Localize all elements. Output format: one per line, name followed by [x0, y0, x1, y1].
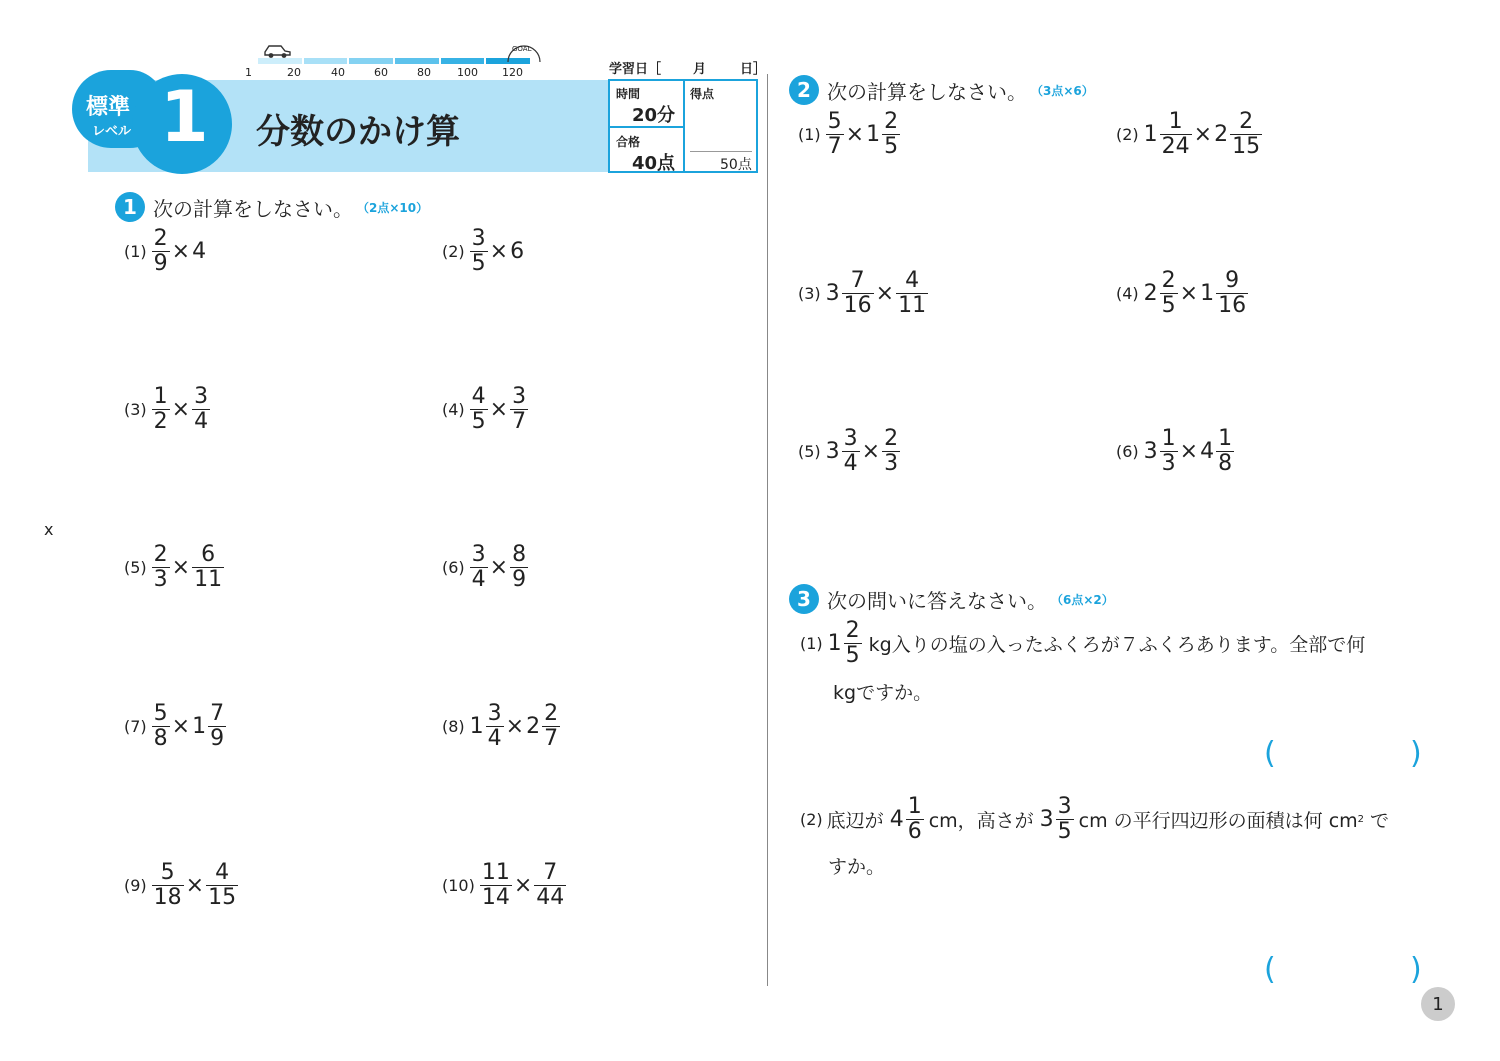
operand-fraction	[896, 270, 928, 317]
q2-text2: すか。	[828, 856, 886, 878]
numerator: 4	[905, 268, 920, 293]
study-day-label: 日］	[740, 62, 767, 77]
denominator: 5	[471, 251, 486, 276]
denominator: 3	[884, 451, 899, 476]
denominator: 4	[471, 567, 486, 592]
denominator: 7	[544, 726, 559, 751]
numerator: 2	[544, 701, 559, 726]
answer1-field[interactable]	[1282, 740, 1408, 776]
tick-label: 1	[245, 66, 252, 79]
section2-heading	[789, 75, 1094, 105]
operand-fraction	[510, 386, 528, 433]
problem-item	[442, 703, 561, 750]
page-number: 1	[1432, 993, 1444, 1015]
answer1-paren-close: )	[1410, 736, 1422, 771]
numerator: 7	[543, 860, 558, 885]
operand-fraction	[1216, 428, 1234, 475]
operand-fraction	[1160, 270, 1178, 317]
operand-fraction	[1216, 270, 1248, 317]
operand-fraction	[152, 544, 170, 591]
operand-whole: 4	[1200, 439, 1215, 464]
time-value: 20分	[632, 105, 676, 126]
operand-fraction	[882, 428, 900, 475]
q2-end: で	[1370, 810, 1390, 832]
problem-label: (8)	[442, 717, 465, 736]
numerator: 1	[1161, 426, 1176, 451]
denominator: 5	[884, 134, 899, 159]
numerator: 5	[153, 701, 168, 726]
q2-n1: 1	[907, 794, 922, 819]
times-sign: ×	[1193, 122, 1213, 147]
level-bottom: レベル	[92, 124, 132, 139]
operand-fraction	[542, 703, 560, 750]
denominator: 4	[843, 451, 858, 476]
operand-fraction	[826, 111, 844, 158]
operand-fraction	[192, 386, 210, 433]
times-sign: ×	[1179, 281, 1199, 306]
problem-label: (5)	[798, 442, 821, 461]
denominator: 9	[512, 567, 527, 592]
q2-n2: 3	[1057, 794, 1072, 819]
times-sign: ×	[185, 873, 205, 898]
times-sign: ×	[513, 873, 533, 898]
operand-fraction	[1230, 111, 1262, 158]
operand-whole: 3	[825, 281, 840, 306]
pass-label: 合格	[616, 135, 641, 149]
operand-whole: 4	[192, 239, 207, 264]
problem-label: (3)	[124, 400, 147, 419]
numerator: 5	[827, 109, 842, 134]
tick-label: 120	[502, 66, 523, 79]
problem-label: (4)	[1116, 284, 1139, 303]
numerator: 3	[471, 226, 486, 251]
times-sign: ×	[171, 397, 191, 422]
operand-whole: 2	[1214, 122, 1229, 147]
problem-item	[442, 386, 529, 433]
section1-number: 1	[115, 192, 145, 222]
denominator: 16	[843, 293, 872, 318]
numerator: 3	[471, 542, 486, 567]
numerator: 4	[471, 384, 486, 409]
question3-1	[800, 620, 1365, 667]
operand-whole: 2	[1143, 281, 1158, 306]
operand-fraction	[480, 862, 512, 909]
problem-item	[1116, 270, 1249, 317]
numerator: 9	[1225, 268, 1240, 293]
operand-whole: 1	[866, 122, 881, 147]
problem-item	[798, 428, 901, 475]
numerator: 2	[884, 109, 899, 134]
problem-label: (2)	[442, 242, 465, 261]
problem-label: (1)	[124, 242, 147, 261]
q1-numerator: 2	[845, 618, 860, 643]
section2-instruction: 次の計算をしなさい。	[827, 79, 1027, 104]
times-sign: ×	[171, 239, 191, 264]
times-sign: ×	[505, 714, 525, 739]
numerator: 7	[850, 268, 865, 293]
times-sign: ×	[861, 439, 881, 464]
question3-1-line2	[833, 678, 932, 705]
operand-fraction	[842, 428, 860, 475]
problem-item	[124, 228, 207, 275]
tick-label: 60	[374, 66, 388, 79]
section1-heading	[115, 192, 428, 222]
numerator: 2	[1161, 268, 1176, 293]
operand-fraction	[152, 862, 184, 909]
numerator: 1	[153, 384, 168, 409]
answer1-paren-open: (	[1264, 736, 1276, 771]
numerator: 2	[1239, 109, 1254, 134]
operand-whole: 1	[1200, 281, 1215, 306]
operand-whole: 1	[192, 714, 207, 739]
level-top: 標準	[86, 95, 131, 120]
operand-fraction	[534, 862, 566, 909]
operand-fraction	[152, 703, 170, 750]
problem-item	[124, 703, 227, 750]
operand-whole: 6	[510, 239, 525, 264]
operand-whole: 3	[1143, 439, 1158, 464]
study-date-label: 学習日［	[609, 62, 662, 77]
numerator: 11	[481, 860, 510, 885]
problem-label: (5)	[124, 558, 147, 577]
problem-item	[124, 862, 239, 909]
q2-mid: cm，高さが	[928, 810, 1034, 832]
denominator: 24	[1161, 134, 1190, 159]
section3-heading	[789, 584, 1114, 614]
times-sign: ×	[171, 714, 191, 739]
question3-2-line2	[828, 852, 885, 879]
problem-item	[798, 111, 901, 158]
operand-fraction	[1160, 111, 1192, 158]
q1-whole: 1	[827, 631, 842, 656]
section3-number: 3	[789, 584, 819, 614]
problem-label: (6)	[1116, 442, 1139, 461]
q2-d1: 6	[907, 819, 922, 844]
operand-fraction	[152, 386, 170, 433]
denominator: 14	[481, 885, 510, 910]
times-sign: ×	[171, 555, 191, 580]
unit-number: 1	[160, 76, 209, 158]
section2-points: （3点×6）	[1031, 83, 1094, 98]
operand-fraction	[152, 228, 170, 275]
operand-fraction	[192, 544, 224, 591]
times-sign: ×	[1179, 439, 1199, 464]
numerator: 3	[843, 426, 858, 451]
answer2-paren-open: (	[1264, 952, 1276, 987]
q2-d2: 5	[1057, 819, 1072, 844]
q1-text2: kgですか。	[833, 682, 933, 704]
question3-2	[800, 796, 1389, 843]
operand-fraction	[486, 703, 504, 750]
times-sign: ×	[875, 281, 895, 306]
denominator: 15	[1232, 134, 1261, 159]
score-box	[608, 79, 758, 173]
denominator: 4	[487, 726, 502, 751]
numerator: 3	[194, 384, 209, 409]
pass-value: 40点	[632, 153, 676, 174]
problem-item	[442, 228, 525, 275]
numerator: 3	[512, 384, 527, 409]
q2-w1: 4	[889, 807, 904, 832]
section3-instruction: 次の問いに答えなさい。	[827, 588, 1047, 613]
section2-number: 2	[789, 75, 819, 105]
problem-label: (10)	[442, 876, 475, 895]
goal-flag	[504, 40, 544, 68]
problem-item	[442, 544, 529, 591]
numerator: 8	[512, 542, 527, 567]
section1-points: （2点×10）	[357, 200, 429, 215]
q2-w2: 3	[1039, 807, 1054, 832]
question3-2-label: (2)	[800, 810, 823, 829]
problem-item	[1116, 428, 1235, 475]
operand-fraction	[208, 703, 226, 750]
problem-label: (1)	[798, 125, 821, 144]
denominator: 3	[1161, 451, 1176, 476]
problem-item	[124, 544, 225, 591]
denominator: 2	[153, 409, 168, 434]
page-number-badge	[1421, 987, 1455, 1021]
denominator: 11	[898, 293, 927, 318]
tick-label: 20	[287, 66, 301, 79]
problem-item	[124, 386, 211, 433]
q1-text: kg入りの塩の入ったふくろが７ふくろあります。全部で何	[868, 634, 1366, 656]
times-sign: ×	[489, 239, 509, 264]
problem-label: (3)	[798, 284, 821, 303]
answer2-paren-close: )	[1410, 952, 1422, 987]
progress-track	[258, 58, 530, 64]
operand-fraction	[470, 386, 488, 433]
numerator: 2	[153, 542, 168, 567]
denominator: 5	[1161, 293, 1176, 318]
denominator: 8	[153, 726, 168, 751]
operand-whole: 1	[469, 714, 484, 739]
score-label: 得点	[690, 87, 715, 101]
denominator: 15	[208, 885, 237, 910]
numerator: 2	[884, 426, 899, 451]
section3-points: （6点×2）	[1051, 592, 1114, 607]
answer2-field[interactable]	[1282, 956, 1408, 992]
margin-mark: x	[44, 520, 54, 539]
operand-fraction	[882, 111, 900, 158]
operand-fraction	[470, 544, 488, 591]
times-sign: ×	[845, 122, 865, 147]
score-input[interactable]	[688, 103, 752, 149]
operand-fraction	[842, 270, 874, 317]
times-sign: ×	[489, 555, 509, 580]
car-icon	[262, 42, 292, 62]
numerator: 7	[210, 701, 225, 726]
numerator: 5	[160, 860, 175, 885]
denominator: 7	[512, 409, 527, 434]
denominator: 9	[210, 726, 225, 751]
section1-instruction: 次の計算をしなさい。	[153, 196, 353, 221]
denominator: 11	[194, 567, 223, 592]
numerator: 3	[487, 701, 502, 726]
operand-whole: 2	[526, 714, 541, 739]
operand-whole: 3	[825, 439, 840, 464]
denominator: 16	[1218, 293, 1247, 318]
operand-fraction	[1160, 428, 1178, 475]
tick-label: 100	[457, 66, 478, 79]
page-title: 分数のかけ算	[256, 112, 460, 152]
operand-fraction	[206, 862, 238, 909]
q1-denominator: 5	[845, 643, 860, 668]
problem-label: (7)	[124, 717, 147, 736]
operand-fraction	[510, 544, 528, 591]
denominator: 18	[153, 885, 182, 910]
denominator: 44	[536, 885, 565, 910]
denominator: 9	[153, 251, 168, 276]
numerator: 2	[153, 226, 168, 251]
q2-post: cm の平行四辺形の面積は何 cm	[1078, 810, 1358, 832]
denominator: 3	[153, 567, 168, 592]
numerator: 4	[215, 860, 230, 885]
problem-label: (2)	[1116, 125, 1139, 144]
numerator: 1	[1168, 109, 1183, 134]
problem-item	[442, 862, 567, 909]
problem-label: (6)	[442, 558, 465, 577]
numerator: 1	[1218, 426, 1233, 451]
times-sign: ×	[489, 397, 509, 422]
operand-fraction	[470, 228, 488, 275]
denominator: 8	[1218, 451, 1233, 476]
problem-label: (4)	[442, 400, 465, 419]
tick-label: 40	[331, 66, 345, 79]
problem-label: (9)	[124, 876, 147, 895]
operand-whole: 1	[1143, 122, 1158, 147]
total-value: 50点	[720, 157, 752, 173]
tick-label: 80	[417, 66, 431, 79]
denominator: 5	[471, 409, 486, 434]
question3-1-label: (1)	[800, 634, 823, 653]
denominator: 4	[194, 409, 209, 434]
goal-label: GOAL	[512, 45, 532, 53]
study-month-label: 月	[693, 62, 707, 77]
time-label: 時間	[616, 87, 641, 101]
numerator: 6	[201, 542, 216, 567]
q2-pre: 底辺が	[826, 810, 884, 832]
page-divider	[767, 74, 768, 986]
denominator: 7	[827, 134, 842, 159]
problem-item	[1116, 111, 1263, 158]
problem-item	[798, 270, 929, 317]
q2-sup: 2	[1357, 814, 1365, 825]
